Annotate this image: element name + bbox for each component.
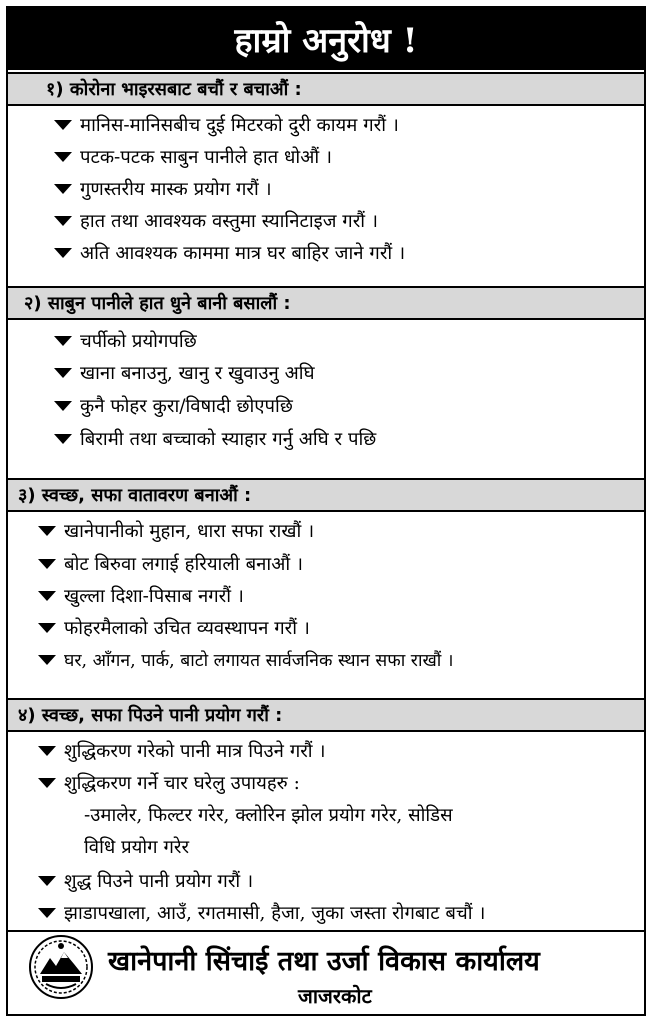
- triangle-bullet-icon: [38, 908, 56, 918]
- list-item: [38, 648, 454, 672]
- list-item: [54, 328, 197, 353]
- triangle-bullet-icon: [38, 623, 56, 633]
- triangle-bullet-icon: [54, 336, 72, 346]
- list-item: [54, 393, 293, 418]
- triangle-bullet-icon: [38, 876, 56, 886]
- section-heading-text: १) कोरोना भाइरसबाट बचौं र बचाऔं :: [46, 79, 302, 100]
- triangle-bullet-icon: [54, 434, 72, 444]
- list-item: [38, 770, 300, 795]
- list-item-text: हात तथा आवश्यक वस्तुमा स्यानिटाइज गरौं ।: [80, 211, 378, 232]
- triangle-bullet-icon: [54, 120, 72, 130]
- list-item-text: मानिस-मानिसबीच दुई मिटरको दुरी कायम गरौं ।: [80, 115, 399, 136]
- section-heading-handwash: [8, 286, 644, 320]
- list-item-text: शुद्ध पिउने पानी प्रयोग गरौं ।: [64, 871, 254, 892]
- list-item-text: गुणस्तरीय मास्क प्रयोग गरौं ।: [80, 179, 272, 200]
- triangle-bullet-icon: [38, 591, 56, 601]
- list-item-text: पटक-पटक साबुन पानीले हात धोऔं ।: [80, 147, 333, 168]
- list-item-text: कुनै फोहर कुरा/विषादी छोएपछि: [80, 396, 293, 417]
- list-item: [38, 738, 325, 763]
- notice-title: हाम्रो अनुरोध !: [8, 8, 644, 70]
- list-item-text: बोट बिरुवा लगाई हरियाली बनाऔं ।: [64, 554, 303, 575]
- triangle-bullet-icon: [54, 401, 72, 411]
- list-item-text: चर्पीको प्रयोगपछि: [80, 331, 197, 352]
- nepal-government-emblem-icon: [28, 934, 94, 1000]
- list-item-text: घर, आँगन, पार्क, बाटो लगायत सार्वजनिक स्थान सफा राखौं ।: [64, 651, 454, 671]
- list-item: [54, 208, 378, 233]
- triangle-bullet-icon: [54, 184, 72, 194]
- section-heading-corona: [8, 72, 644, 106]
- footer-divider: [8, 930, 644, 932]
- section-heading-text: २) साबुन पानीले हात धुने बानी बसालौं :: [24, 293, 291, 314]
- list-item: [54, 426, 376, 451]
- list-item-text: झाडापखाला, आउँ, रगतमासी, हैजा, जुका जस्ता रोगबाट बचौं ।: [64, 903, 486, 924]
- list-item: [38, 551, 303, 576]
- triangle-bullet-icon: [54, 216, 72, 226]
- section-heading-text: ४) स्वच्छ, सफा पिउने पानी प्रयोग गरौं :: [18, 705, 283, 726]
- list-item-text: शुद्धिकरण गरेको पानी मात्र पिउने गरौं ।: [64, 741, 326, 762]
- triangle-bullet-icon: [38, 655, 56, 665]
- list-item-text: बिरामी तथा बच्चाको स्याहार गर्नु अघि र पछि: [80, 429, 377, 450]
- list-item: [38, 868, 253, 893]
- list-item: [38, 518, 314, 543]
- list-item: [54, 112, 399, 137]
- triangle-bullet-icon: [54, 152, 72, 162]
- list-item: [38, 900, 485, 925]
- triangle-bullet-icon: [38, 559, 56, 569]
- triangle-bullet-icon: [38, 746, 56, 756]
- list-item-text: शुद्धिकरण गर्ने चार घरेलु उपायहरु :: [64, 773, 300, 794]
- section-heading-environment: [8, 478, 644, 512]
- section-heading-text: ३) स्वच्छ, सफा वातावरण बनाऔं :: [18, 485, 252, 506]
- list-item-text: खानेपानीको मुहान, धारा सफा राखौं ।: [64, 521, 315, 542]
- purification-methods-line: -उमालेर, फिल्टर गरेर, क्लोरिन झोल प्रयोग गरेर, सोडिस: [84, 805, 453, 826]
- list-item: [38, 583, 244, 608]
- list-item: [38, 615, 310, 640]
- purification-methods-line: विधि प्रयोग गरेर: [84, 837, 190, 858]
- triangle-bullet-icon: [38, 778, 56, 788]
- notice-board: [6, 6, 646, 1016]
- list-item: [54, 360, 315, 385]
- office-name: खानेपानी सिंचाई तथा उर्जा विकास कार्यालय: [108, 946, 540, 977]
- list-item: [54, 240, 405, 265]
- list-item-text: अति आवश्यक काममा मात्र घर बाहिर जाने गरौं ।: [80, 243, 406, 264]
- list-item-text: खाना बनाउनु, खानु र खुवाउनु अघि: [80, 363, 315, 384]
- triangle-bullet-icon: [38, 526, 56, 536]
- section-heading-drinking-water: [8, 698, 644, 732]
- list-item-text: फोहरमैलाको उचित व्यवस्थापन गरौं ।: [64, 618, 310, 639]
- triangle-bullet-icon: [54, 368, 72, 378]
- list-item: [54, 144, 332, 169]
- list-item-text: खुल्ला दिशा-पिसाब नगरौं ।: [64, 586, 244, 607]
- office-location: जाजरकोट: [298, 984, 372, 1008]
- list-item: [54, 176, 272, 201]
- triangle-bullet-icon: [54, 248, 72, 258]
